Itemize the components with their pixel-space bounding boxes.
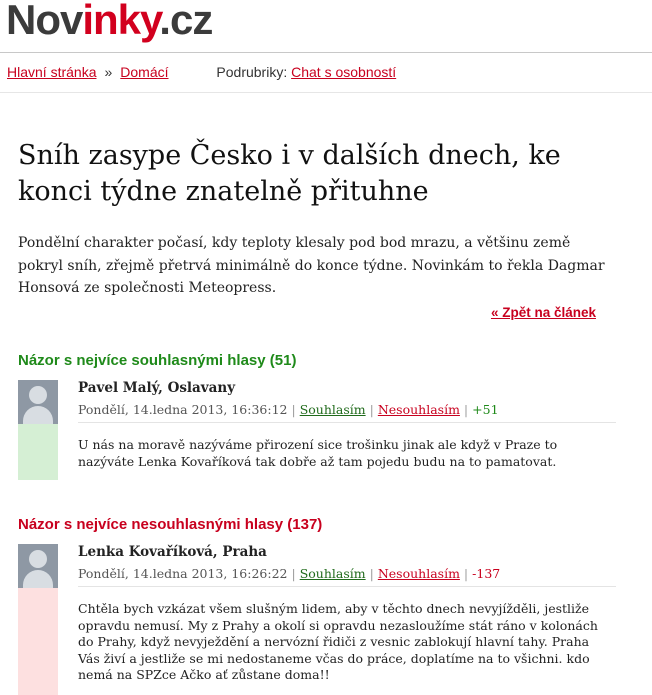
article-perex: Pondělní charakter počasí, kdy teploty klesaly pod bod mrazu, a většinu země pokryl sníh, zřejmě přetrvá minimálně do konce týdne. Novinkám to řekla Dagmar Honsová ze společnosti Meteopress. (18, 235, 605, 296)
comment-score: +51 (472, 402, 499, 417)
most-disagreed-heading: Názor s nejvíce nesouhlasnými hlasy (137) (18, 516, 323, 533)
comment-author: Lenka Kovaříková, Praha (78, 544, 267, 560)
disagree-indicator-bar (18, 588, 58, 695)
comment-text: U nás na moravě nazýváme přirození sice trošinku jinak ale když v Praze to nazýváte Lenka Kovaříková tak dobře až tam pojedu budu na to pamatovat. (78, 437, 558, 469)
disagree-button[interactable]: Nesouhlasím (377, 566, 460, 581)
comment-divider (78, 586, 616, 587)
most-disagreed-comment (18, 544, 618, 694)
comment-meta: Pondělí, 14.ledna 2013, 16:26:22 | Souhlasím | Nesouhlasím | -137 (78, 566, 501, 581)
breadcrumb (7, 64, 396, 80)
site-header (0, 0, 652, 53)
agree-indicator-bar (18, 424, 58, 480)
comment-text: Chtěla bych vzkázat všem slušným lidem, aby v těchto dnech nevyjížděli, jestliže opravdu nemusí. My z Prahy a okolí si opravdu nezasloužíme stát ráno v kolonách do Prahy, když nevyježdění a nervózní řidiči z vesnic zablokují hlavní tahy. Praha Vás živí a jestliže se mi nedostaneme včas do práce, doplatíme na to všichni. kdo nemá na SPZce Ačko ať zůstane doma!! (78, 601, 598, 682)
comment-author: Pavel Malý, Oslavany (78, 380, 236, 396)
comment-meta: Pondělí, 14.ledna 2013, 16:36:12 | Souhlasím | Nesouhlasím | +51 (78, 402, 499, 417)
agree-button[interactable]: Souhlasím (299, 566, 366, 581)
comment-date: Pondělí, 14.ledna 2013, 16:26:22 (78, 566, 288, 581)
subsection-link[interactable]: Chat s osobností (291, 64, 397, 80)
comment-divider (78, 422, 616, 423)
back-to-article-link[interactable]: « Zpět na článek (490, 305, 596, 320)
breadcrumb-separator: » (104, 64, 113, 80)
comment-date: Pondělí, 14.ledna 2013, 16:36:12 (78, 402, 288, 417)
avatar-icon (18, 544, 58, 588)
agree-button[interactable]: Souhlasím (299, 402, 366, 417)
logo-part-3: .cz (159, 0, 213, 43)
most-agreed-heading: Názor s nejvíce souhlasnými hlasy (51) (18, 352, 297, 369)
logo-part-2: inky (82, 0, 160, 43)
avatar-icon (18, 380, 58, 424)
header-divider (0, 92, 652, 93)
most-agreed-comment (18, 380, 618, 480)
logo-part-1: Nov (6, 0, 83, 43)
breadcrumb-home-link[interactable]: Hlavní stránka (7, 64, 97, 80)
site-logo[interactable] (6, 0, 212, 44)
disagree-button[interactable]: Nesouhlasím (377, 402, 460, 417)
breadcrumb-section-link[interactable]: Domácí (120, 64, 169, 80)
comment-score: -137 (472, 566, 501, 581)
subsections-label: Podrubriky: (216, 64, 288, 80)
article-title: Sníh zasype Česko i v dalších dnech, ke konci týdne znatelně přituhne (18, 140, 561, 207)
